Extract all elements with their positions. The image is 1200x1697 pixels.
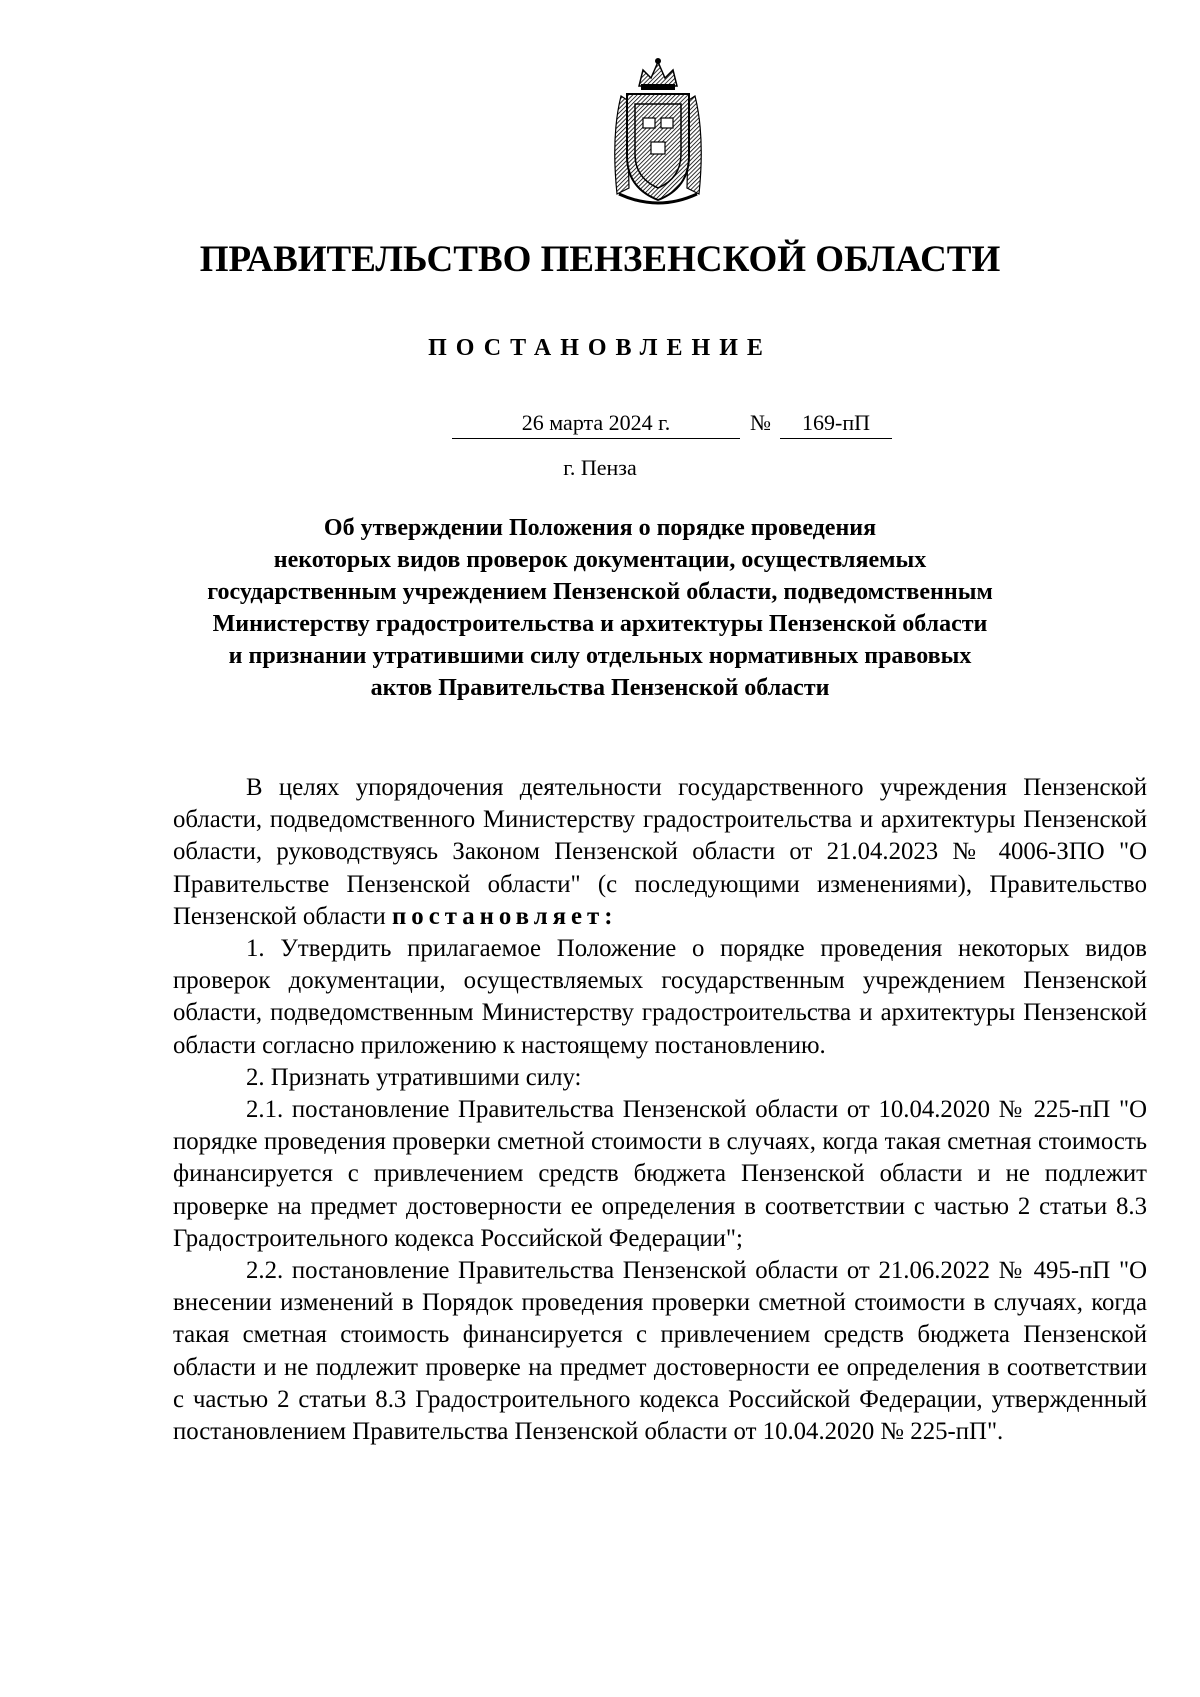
paragraph-2-1: 2.1. постановление Правительства Пензенской области от 10.04.2020 № 225-пП "О порядке проведения проверки сметной стоимости в случаях, когда такая сметная стоимость финансируется с привлечением средств бюджета Пензенской области и не подлежит проверке на предмет достоверности ее определения в соответствии с частью 2 статьи 8.3 Градостроительного кодекса Российской Федерации"; xyxy=(173,1096,1147,1252)
paragraph-2-2: 2.2. постановление Правительства Пензенской области от 21.06.2022 № 495-пП "О внесении изменений в Порядок проведения проверки сметной стоимости в случаях, когда такая сметная стоимость финансируется с привлечением средств бюджета Пензенской области и не подлежит проверке на предмет достоверности ее определения в соответствии с частью 2 статьи 8.3 Градостроительного кодекса Российской Федерации, утвержденный постановлением Правительства Пензенской области от 10.04.2020 № 225-пП". xyxy=(173,1257,1147,1446)
paragraph-1: 1. Утвердить прилагаемое Положение о порядке проведения некоторых видов проверок документации, осуществляемых государственным учреждением Пензенской области, подведомственным Министерству градостроительства и архитектуры Пензенской области согласно приложению к настоящему постановлению. xyxy=(173,935,1147,1059)
subject-line: актов Правительства Пензенской области xyxy=(370,675,830,701)
decree-subject xyxy=(160,512,1040,704)
subject-line: некоторых видов проверок документации, осуществляемых xyxy=(273,547,927,573)
subject-line: Об утверждении Положения о порядке проведения xyxy=(323,515,877,541)
subject-line: Министерству градостроительства и архитектуры Пензенской области xyxy=(212,611,988,637)
paragraph-2: 2. Признать утратившими силу: xyxy=(246,1063,582,1091)
preamble-paragraph xyxy=(173,772,1147,933)
decree-body xyxy=(173,772,1147,1448)
government-title: ПРАВИТЕЛЬСТВО ПЕНЗЕНСКОЙ ОБЛАСТИ xyxy=(199,239,1001,280)
subject-line: и признании утратившими силу отдельных нормативных правовых xyxy=(228,643,972,669)
preamble-text: В целях упорядочения деятельности государственного учреждения Пензенской области, подведомственного Министерству градостроительства и архитектуры Пензенской области, руководствуясь Законом Пензенской области от 21.04.2023 № 4006-ЗПО "О Правительстве Пензенской области" (с последующими изменениями), Правительство Пензенской области xyxy=(173,774,1147,930)
decree-date: 26 марта 2024 г. xyxy=(452,408,740,439)
subject-line: государственным учреждением Пензенской области, подведомственным xyxy=(207,579,993,605)
decree-number: 169-пП xyxy=(780,408,892,439)
resolves-word: постановляет: xyxy=(392,902,618,930)
document-type: ПОСТАНОВЛЕНИЕ xyxy=(428,335,772,361)
number-sign: № xyxy=(750,410,771,435)
city: г. Пенза xyxy=(563,455,637,480)
coat-of-arms-emblem xyxy=(599,56,717,206)
